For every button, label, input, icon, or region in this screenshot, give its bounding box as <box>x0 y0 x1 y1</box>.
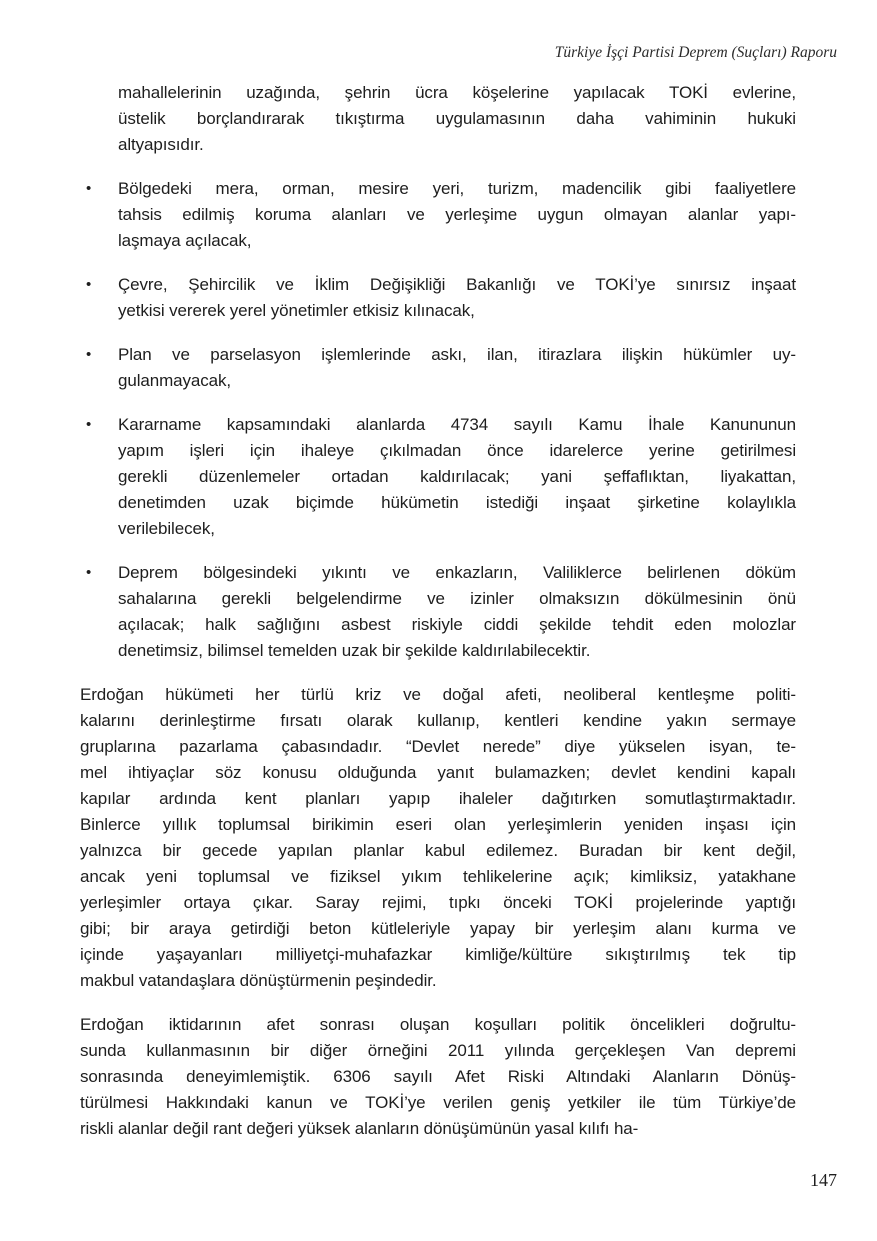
bullet-icon: • <box>86 564 92 581</box>
text-line: gruplarına pazarlama çabasındadır. “Devlet nerede” diye yükselen isyan, te- <box>80 737 796 756</box>
page-content <box>80 80 796 1160</box>
text-line: yalnızca bir gecede yapılan planlar kabul edilemez. Buradan bir kent değil, <box>80 841 796 860</box>
text-line: denetimsiz, bilimsel temelden uzak bir şekilde kaldırılabilecektir. <box>118 641 591 660</box>
bullet-item <box>80 342 796 394</box>
bullet-text <box>118 176 796 254</box>
running-header: Türkiye İşçi Partisi Deprem (Suçları) Raporu <box>554 44 837 61</box>
text-line: yapım işleri için ihaleye çıkılmadan önce idarelerce yerine getirilmesi <box>118 441 796 460</box>
bullet-item <box>80 272 796 324</box>
bullet-icon: • <box>86 180 92 197</box>
body-paragraph <box>80 1012 796 1142</box>
text-line: makbul vatandaşlara dönüştürmenin peşindedir. <box>80 971 437 990</box>
text-line: sahalarına gerekli belgelendirme ve izinler olmaksızın dökülmesinin önü <box>118 589 796 608</box>
bullet-text <box>118 342 796 394</box>
text-line: sonrasında deneyimlemiştik. 6306 sayılı Afet Riski Altındaki Alanların Dönüş- <box>80 1067 796 1086</box>
text-line: Kararname kapsamındaki alanlarda 4734 sayılı Kamu İhale Kanununun <box>118 415 796 434</box>
text-line: yerleşimler ortaya çıkar. Saray rejimi, tıpkı önceki TOKİ projelerinde yaptığı <box>80 893 796 912</box>
bullet-icon: • <box>86 416 92 433</box>
text-line: kapılar ardında kent planları yapıp ihaleler dağıtırken somutlaştırmaktadır. <box>80 789 796 808</box>
text-line: Plan ve parselasyon işlemlerinde askı, ilan, itirazlara ilişkin hükümler uy- <box>118 345 796 364</box>
text-line: tahsis edilmiş koruma alanları ve yerleşime uygun olmayan alanlar yapı- <box>118 205 796 224</box>
text-line: verilebilecek, <box>118 519 215 538</box>
text-line: Bölgedeki mera, orman, mesire yeri, turizm, madencilik gibi faaliyetlere <box>118 179 796 198</box>
text-line: denetimden uzak biçimde hükümetin istediği inşaat şirketine kolaylıkla <box>118 493 796 512</box>
bullet-icon: • <box>86 346 92 363</box>
body-paragraph <box>80 682 796 994</box>
text-line: riskli alanlar değil rant değeri yüksek alanların dönüşümünün yasal kılıfı ha- <box>80 1119 639 1138</box>
bullet-item <box>80 560 796 664</box>
text-line: açılacak; halk sağlığını asbest riskiyle ciddi şekilde tehdit eden molozlar <box>118 615 796 634</box>
text-line: gulanmayacak, <box>118 371 232 390</box>
text-line: ancak yeni toplumsal ve fiziksel yıkım tehlikelerine açık; kimliksiz, yatakhane <box>80 867 796 886</box>
text-line: Erdoğan iktidarının afet sonrası oluşan koşulları politik öncelikleri doğrultu- <box>80 1015 796 1034</box>
text-line: Binlerce yıllık toplumsal birikimin eseri olan yerleşimlerin yeniden inşası için <box>80 815 796 834</box>
bullet-list <box>80 176 796 664</box>
bullet-icon: • <box>86 276 92 293</box>
text-line: laşmaya açılacak, <box>118 231 252 250</box>
bullet-item <box>80 412 796 542</box>
bullet-text <box>118 412 796 542</box>
text-line: türülmesi Hakkındaki kanun ve TOKİ’ye verilen geniş yetkiler ile tüm Türkiye’de <box>80 1093 796 1112</box>
text-line: içinde yaşayanları milliyetçi-muhafazkar kimliğe/kültüre sıkıştırılmış tek tip <box>80 945 796 964</box>
text-line: mahallelerinin uzağında, şehrin ücra köşelerine yapılacak TOKİ evlerine, <box>118 83 796 102</box>
text-line: sunda kullanmasının bir diğer örneğini 2011 yılında gerçekleşen Van depremi <box>80 1041 796 1060</box>
text-line: Çevre, Şehircilik ve İklim Değişikliği Bakanlığı ve TOKİ’ye sınırsız inşaat <box>118 275 796 294</box>
bullet-text <box>118 560 796 664</box>
text-line: altyapısıdır. <box>118 135 204 154</box>
text-line: mel ihtiyaçlar söz konusu olduğunda yanıt bulamazken; devlet kendini kapalı <box>80 763 796 782</box>
text-line: kalarını derinleştirme fırsatı olarak kullanıp, kentleri kendine yakın sermaye <box>80 711 796 730</box>
bullet-text <box>118 272 796 324</box>
text-line: Deprem bölgesindeki yıkıntı ve enkazların, Valiliklerce belirlenen döküm <box>118 563 796 582</box>
page-number: 147 <box>810 1170 837 1190</box>
text-line: üstelik borçlandırarak tıkıştırma uygulamasının daha vahiminin hukuki <box>118 109 796 128</box>
text-line: gibi; bir araya getirdiği beton kütleleriyle yapay bir yerleşim alanı kurma ve <box>80 919 796 938</box>
text-line: gerekli düzenlemeler ortadan kaldırılacak; yani şeffaflıktan, liyakattan, <box>118 467 796 486</box>
paragraph-continuation <box>118 80 796 158</box>
bullet-item <box>80 176 796 254</box>
text-line: yetkisi vererek yerel yönetimler etkisiz kılınacak, <box>118 301 475 320</box>
text-line: Erdoğan hükümeti her türlü kriz ve doğal afeti, neoliberal kentleşme politi- <box>80 685 796 704</box>
